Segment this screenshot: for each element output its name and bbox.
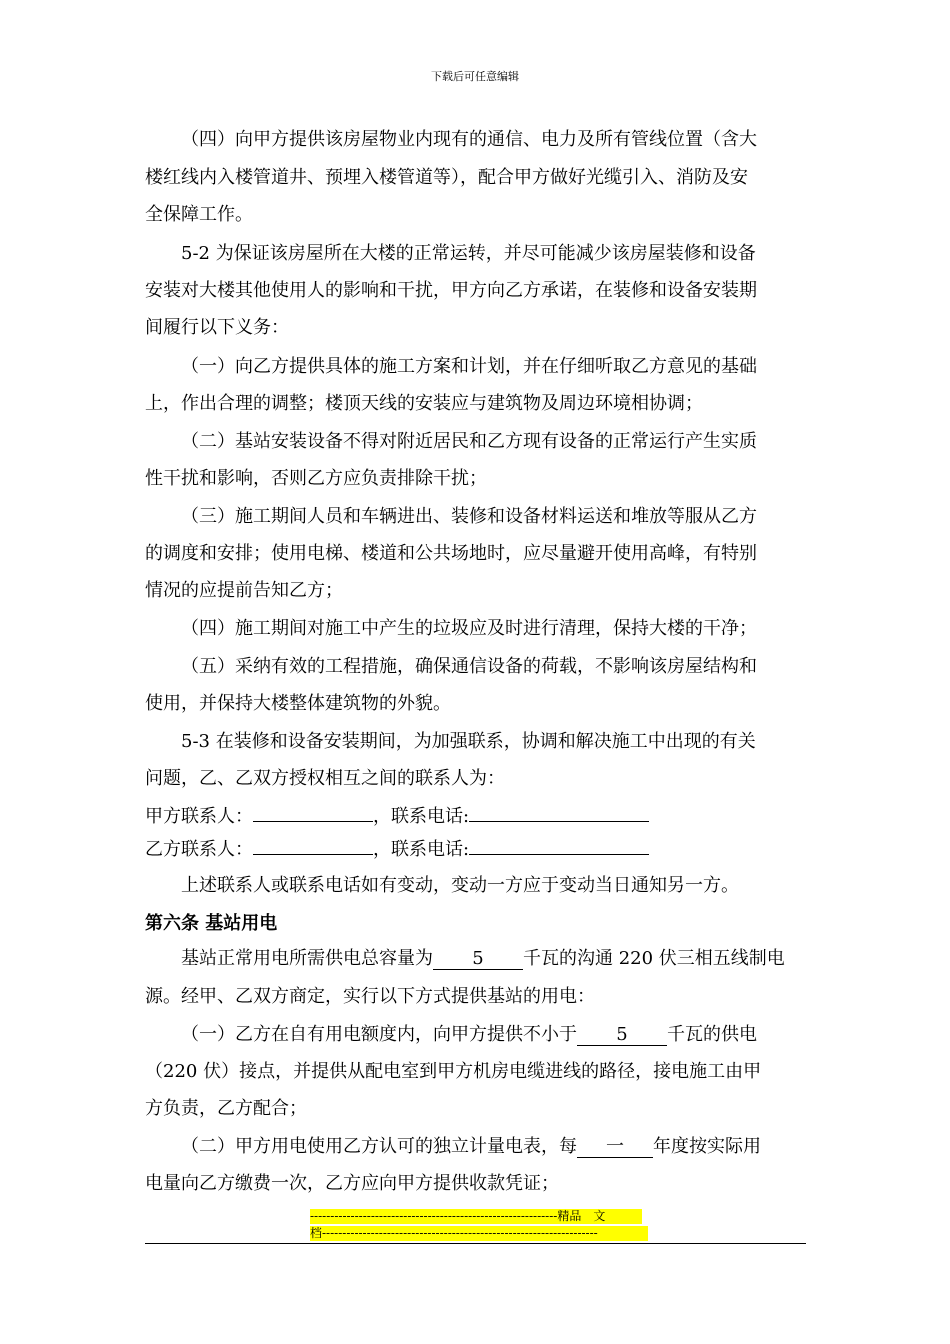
text-line: 上述联系人或联系电话如有变动，变动一方应于变动当日通知另一方。 <box>181 875 739 896</box>
text-line: 方负责，乙方配合； <box>145 1098 307 1119</box>
contact-phone-field[interactable] <box>469 854 649 855</box>
text-line: （四）向甲方提供该房屋物业内现有的通信、电力及所有管线位置（含大 <box>181 129 757 150</box>
contact-phone-field[interactable] <box>469 821 649 822</box>
text-segment: 年度按实际用 <box>653 1136 761 1157</box>
text-line: （二）基站安装设备不得对附近居民和乙方现有设备的正常运行产生实质 <box>181 431 757 452</box>
header-note: 下载后可任意编辑 <box>431 70 519 83</box>
text-segment: （一）乙方在自有用电额度内，向甲方提供不小于 <box>181 1024 577 1045</box>
text-segment: 千瓦的供电 <box>667 1024 757 1045</box>
footer-watermark-line-1: -------------------------------------------------------------精品 文 <box>310 1209 642 1224</box>
text-line: 楼红线内入楼管道井、预埋入楼管道等），配合甲方做好光缆引入、消防及安 <box>145 167 748 188</box>
text-line: 5-3 在装修和设备安装期间，为加强联系，协调和解决施工中出现的有关 <box>181 731 756 752</box>
text-line: 性干扰和影响，否则乙方应负责排除干扰； <box>145 468 487 489</box>
text-line: 源。经甲、乙双方商定，实行以下方式提供基站的用电： <box>145 986 595 1007</box>
footer-watermark-line-2: 档-------------------------------------------------------------------- <box>310 1226 648 1241</box>
text-line: 情况的应提前告知乙方； <box>145 580 343 601</box>
phone-label: ，联系电话: <box>373 839 470 860</box>
contact-name-field[interactable] <box>253 854 373 855</box>
text-line: 5-2 为保证该房屋所在大楼的正常运转，并尽可能减少该房屋装修和设备 <box>181 243 756 264</box>
text-line: （220 伏）接点，并提供从配电室到甲方机房电缆进线的路径，接电施工由甲 <box>145 1061 762 1082</box>
text-line: 问题，乙、乙双方授权相互之间的联系人为： <box>145 768 505 789</box>
contact-label: 甲方联系人： <box>145 806 253 827</box>
text-line: 上，作出合理的调整；楼顶天线的安装应与建筑物及周边环境相协调； <box>145 393 703 414</box>
section-heading: 第六条 基站用电 <box>145 913 278 934</box>
capacity-value: 5 <box>433 949 523 970</box>
text-line: 电量向乙方缴费一次，乙方应向甲方提供收款凭证； <box>145 1173 559 1194</box>
text-line: （五）采纳有效的工程措施，确保通信设备的荷载，不影响该房屋结构和 <box>181 656 757 677</box>
billing-line <box>181 1135 810 1159</box>
billing-period-value: 一 <box>577 1137 653 1158</box>
contact-name-field[interactable] <box>253 821 373 822</box>
text-line: 全保障工作。 <box>145 204 253 225</box>
text-line: （三）施工期间人员和车辆进出、装修和设备材料运送和堆放等服从乙方 <box>181 506 757 527</box>
text-segment: （二）甲方用电使用乙方认可的独立计量电表，每 <box>181 1136 577 1157</box>
text-segment: 千瓦的沟通 220 伏三相五线制电 <box>523 948 785 969</box>
supply-line <box>181 1023 810 1047</box>
supply-value: 5 <box>577 1025 667 1046</box>
text-line: 使用，并保持大楼整体建筑物的外貌。 <box>145 693 451 714</box>
contact-line-party-b <box>145 838 810 862</box>
phone-label: ，联系电话: <box>373 806 470 827</box>
footer-rule <box>145 1243 806 1244</box>
text-segment: 基站正常用电所需供电总容量为 <box>181 948 433 969</box>
text-line: 间履行以下义务： <box>145 317 289 338</box>
text-line: 的调度和安排；使用电梯、楼道和公共场地时，应尽量避开使用高峰，有特别 <box>145 543 757 564</box>
contact-label: 乙方联系人： <box>145 839 253 860</box>
capacity-line <box>181 947 810 971</box>
contact-line-party-a <box>145 805 810 829</box>
text-line: 安装对大楼其他使用人的影响和干扰，甲方向乙方承诺，在装修和设备安装期 <box>145 280 757 301</box>
text-line: （一）向乙方提供具体的施工方案和计划，并在仔细听取乙方意见的基础 <box>181 356 757 377</box>
text-line: （四）施工期间对施工中产生的垃圾应及时进行清理，保持大楼的干净； <box>181 618 757 639</box>
